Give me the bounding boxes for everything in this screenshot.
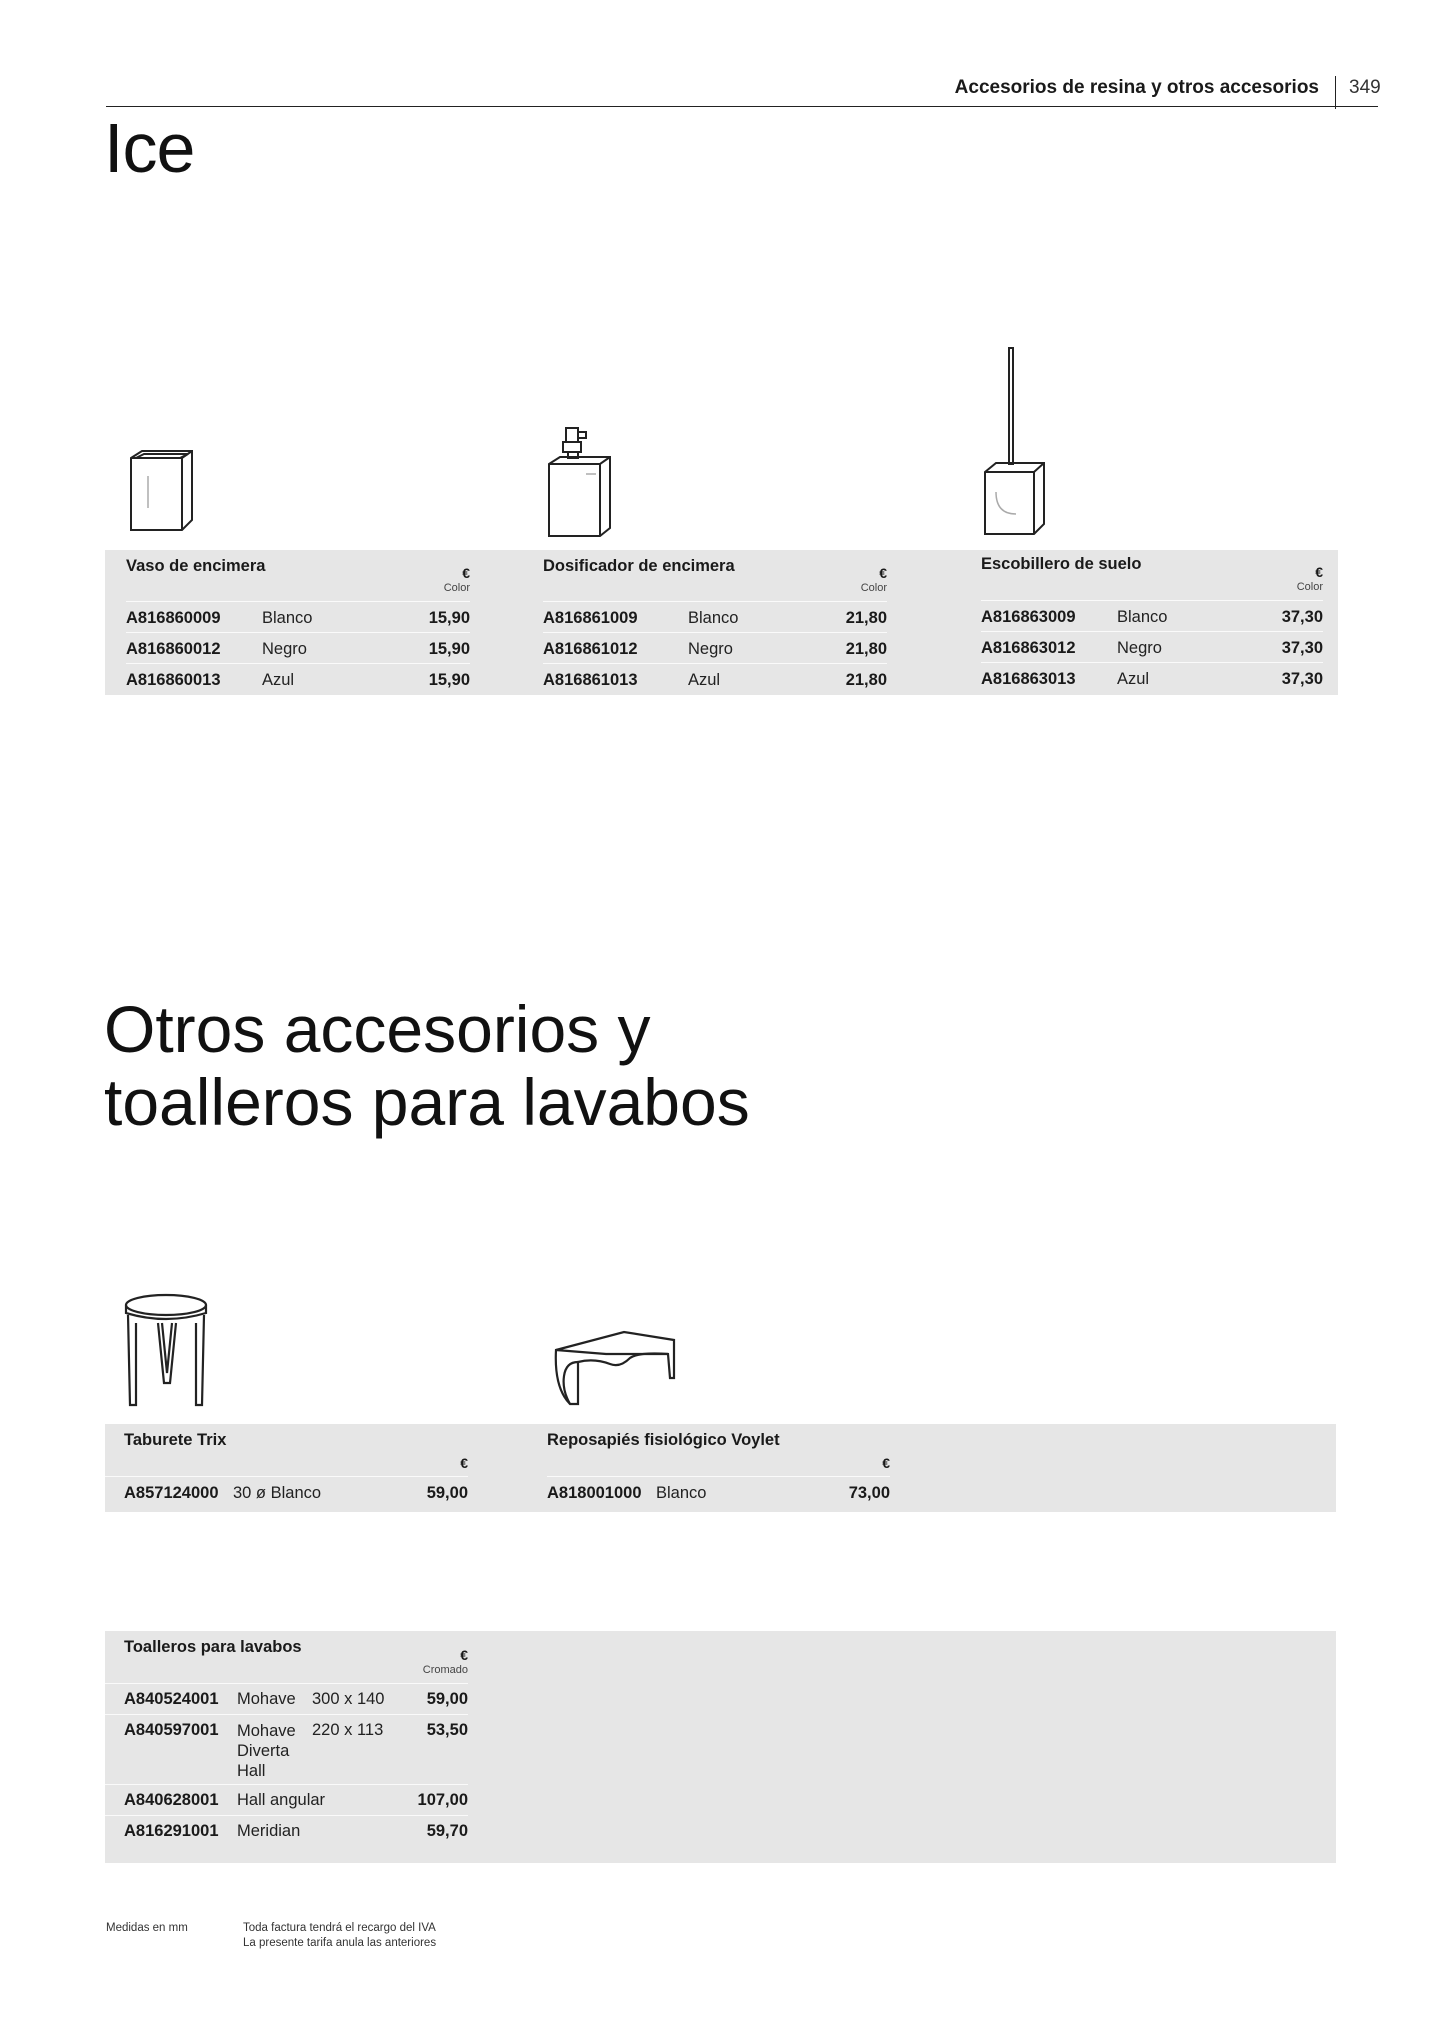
product-title: Reposapiés fisiológico Voylet — [547, 1431, 780, 1449]
row-divider — [547, 1476, 890, 1477]
product-color: Negro — [1117, 639, 1162, 657]
product-code: A816860012 — [126, 640, 221, 658]
product-price: 73,00 — [848, 1484, 890, 1502]
product-code: A816863013 — [981, 670, 1076, 688]
product-price: 37,30 — [1281, 670, 1323, 688]
model-line: Mohave — [237, 1722, 296, 1740]
reposapies-image — [550, 1328, 678, 1408]
product-model: Mohave — [237, 1690, 296, 1708]
product-color: Blanco — [688, 609, 739, 627]
product-code: A840524001 — [124, 1690, 219, 1708]
row-divider — [105, 1476, 468, 1477]
product-color: Negro — [688, 640, 733, 658]
row-divider — [981, 600, 1323, 601]
footer-units: Medidas en mm — [106, 1922, 188, 1934]
product-code: A816863012 — [981, 639, 1076, 657]
product-title: Escobillero de suelo — [981, 555, 1142, 573]
product-code: A840597001 — [124, 1721, 219, 1739]
product-model: Meridian — [237, 1822, 301, 1840]
row-divider — [981, 662, 1323, 663]
otros-title-line2: toalleros para lavabos — [104, 1065, 750, 1139]
currency-label: € — [879, 565, 887, 581]
product-color: Negro — [262, 640, 307, 658]
product-price: 15,90 — [428, 609, 470, 627]
column-label: Cromado — [422, 1664, 468, 1676]
currency-label: € — [882, 1455, 890, 1471]
column-label: Color — [860, 582, 887, 594]
product-title: Dosificador de encimera — [543, 557, 735, 575]
product-code: A816863009 — [981, 608, 1076, 626]
product-price: 21,80 — [845, 609, 887, 627]
model-line: Hall — [237, 1762, 266, 1780]
product-code: A816861013 — [543, 671, 638, 689]
product-price: 53,50 — [426, 1721, 468, 1739]
product-code: A816861012 — [543, 640, 638, 658]
product-color: Azul — [262, 671, 295, 689]
otros-title-line1: Otros accesorios y — [104, 992, 651, 1066]
otros-title — [104, 993, 750, 1139]
product-code: A840628001 — [124, 1791, 219, 1809]
product-desc: Blanco — [656, 1484, 707, 1502]
product-price: 59,00 — [426, 1484, 468, 1502]
section-title: Accesorios de resina y otros accesorios — [955, 76, 1336, 109]
row-divider — [105, 1683, 468, 1684]
dosificador-image — [546, 424, 618, 538]
product-desc: 30 ø Blanco — [233, 1484, 322, 1502]
escobillero-image — [982, 346, 1046, 536]
product-price: 21,80 — [845, 640, 887, 658]
currency-label: € — [462, 565, 470, 581]
product-color: Blanco — [262, 609, 313, 627]
currency-label: € — [460, 1455, 468, 1471]
product-title: Toalleros para lavabos — [124, 1638, 302, 1656]
footer-notes — [243, 1921, 436, 1951]
row-divider — [105, 1784, 468, 1785]
product-price: 59,70 — [426, 1822, 468, 1840]
footer-note: Toda factura tendrá el recargo del IVA — [243, 1922, 436, 1934]
row-divider — [126, 632, 470, 633]
row-divider — [105, 1714, 468, 1715]
product-price: 107,00 — [417, 1791, 468, 1809]
product-code: A816291001 — [124, 1822, 219, 1840]
product-price: 15,90 — [428, 640, 470, 658]
product-code: A816860009 — [126, 609, 221, 627]
product-price: 15,90 — [428, 671, 470, 689]
product-title: Taburete Trix — [124, 1431, 227, 1449]
row-divider — [543, 632, 887, 633]
product-code: A816860013 — [126, 671, 221, 689]
product-size: 220 x 113 — [312, 1721, 384, 1739]
row-divider — [126, 663, 470, 664]
product-color: Azul — [1117, 670, 1150, 688]
product-size: 300 x 140 — [312, 1690, 385, 1708]
footer-note: La presente tarifa anula las anteriores — [243, 1937, 437, 1949]
currency-label: € — [460, 1647, 468, 1663]
product-price: 37,30 — [1281, 608, 1323, 626]
column-label: Color — [443, 582, 470, 594]
product-code: A857124000 — [124, 1484, 219, 1502]
page-number: 349 — [1349, 77, 1381, 98]
product-model: Hall angular — [237, 1791, 326, 1809]
column-label: Color — [1296, 581, 1323, 593]
product-price: 37,30 — [1281, 639, 1323, 657]
row-divider — [543, 601, 887, 602]
product-color: Azul — [688, 671, 721, 689]
taburete-image — [124, 1293, 209, 1411]
row-divider — [126, 601, 470, 602]
row-divider — [543, 663, 887, 664]
vaso-image — [128, 448, 198, 538]
product-title: Vaso de encimera — [126, 557, 266, 575]
product-code: A818001000 — [547, 1484, 642, 1502]
row-divider — [105, 1815, 468, 1816]
product-model — [237, 1721, 296, 1781]
model-line: Diverta — [237, 1742, 290, 1760]
product-price: 59,00 — [426, 1690, 468, 1708]
currency-label: € — [1315, 564, 1323, 580]
ice-title: Ice — [104, 109, 195, 187]
product-code: A816861009 — [543, 609, 638, 627]
product-color: Blanco — [1117, 608, 1168, 626]
row-divider — [981, 631, 1323, 632]
header-divider — [106, 106, 1378, 107]
product-price: 21,80 — [845, 671, 887, 689]
